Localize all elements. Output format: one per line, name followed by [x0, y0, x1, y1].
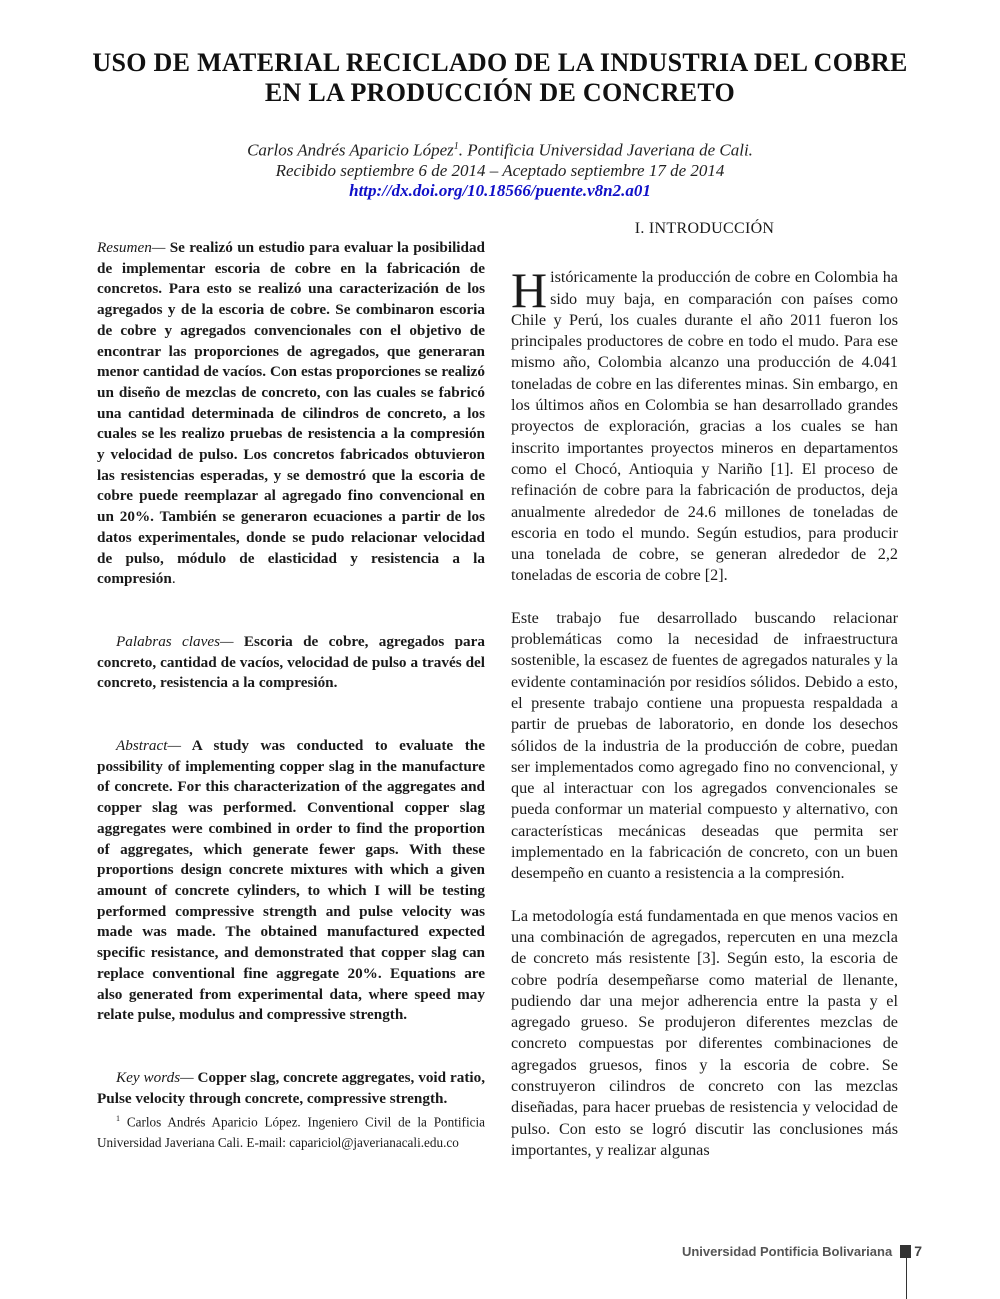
abstract-english-text: A study was conducted to evaluate the possibility of implementing copper slag in the manufacture of concrete. For this characterization of the aggregates and copper slag was performed. Conventional copper slag aggregates were combined in order to find the proportion of aggregates, which generate fewer gaps. With these proportions design concrete mixtures with which a given amount of concrete cylinders, to which I will be testing performed compressive strength and pulse velocity was made was made. The obtained manufactured expected specific resistance, and demonstrated that copper slag can replace conventional fine aggregate 20%. Equations are also generated from experimental data, where speed may relate pulse, modulus and compressive strength. [97, 737, 485, 1024]
drop-cap: H [511, 262, 548, 319]
title-line-2: EN LA PRODUCCIÓN DE CONCRETO [264, 78, 736, 107]
abstract-english [97, 736, 485, 1026]
section-heading: I. INTRODUCCIÓN [634, 220, 775, 237]
journal-name: Universidad Pontificia Bolivariana [681, 1243, 893, 1259]
keywords-english-label: Key words— [116, 1068, 194, 1086]
abstract-spanish-label: Resumen— [97, 239, 166, 256]
title-line-1: USO DE MATERIAL RECICLADO DE LA INDUSTRIA DEL COBRE [92, 48, 908, 77]
abstract-english-label: Abstract— [116, 737, 181, 755]
right-column [511, 218, 898, 1161]
author-name: Carlos Andrés Aparicio López [247, 140, 454, 160]
footnote-mark: 1 [116, 1114, 120, 1124]
author-footnote [97, 1109, 485, 1152]
footnote-text: Carlos Andrés Aparicio López. Ingeniero Civil de la Pontificia Universidad Javeriana Cali. E-mail: capariciol@javerianacali.edu.co [97, 1114, 485, 1150]
author-block [180, 137, 820, 201]
received-dates: Recibido septiembre 6 de 2014 – Aceptado septiembre 17 de 2014 [275, 160, 725, 180]
abstract-spanish-text: Se realizó un estudio para evaluar la posibilidad de implementar escoria de cobre en la fabricación de concretos. Para esto se realizó una caracterización de los agregados y de la escoria de cobre. Se combinaron escoria de cobre y agregados convencionales con el objetivo de encontrar las proporciones de agregados, que generaran menor cantidad de vacíos. Con estas proporciones se realizó un diseño de mezclas de concreto, con las cuales se fabricó una cantidad determinada de cilindros de concreto, a los cuales se les realizo pruebas de resistencia a la compresión y velocidad de pulso. Los concretos fabricados obtuvieron las resistencias esperadas, y se demostró que la escoria de cobre puede reemplazar al agregado fino convencional en un 20%. También se generaron ecuaciones a partir de los datos experimentales, donde se pudo relacionar velocidad de pulso, módulo de elasticidad y resistencia a la compresión [97, 239, 485, 588]
paper-title [60, 48, 940, 108]
author-line [180, 137, 820, 161]
footer-rule [906, 1256, 907, 1299]
author-footnote-mark: 1 [453, 141, 459, 152]
keywords-spanish-label: Palabras claves— [116, 632, 234, 650]
keywords-spanish [97, 632, 485, 694]
intro-paragraph-3: La metodología está fundamentada en que menos vacios en una combinación de agregados, repercuten en una mezcla de concreto más resistente [3]. Según esto, la escoria de cobre podría desempeñarse como material de llenante, pudiendo dar una mejor adherencia entre la pasta y el agregado grueso. Se produjeron diferentes mezclas de concreto compuestas por diferentes combinaciones de agregados gruesos, finos y la escoria de cobre. Se construyeron cilindros de concreto con las mezclas diseñadas, para hacer pruebas de resistencia y velocidad de pulso. Con esto se logró discutir las conclusiones más importantes, y realizar algunas [511, 906, 898, 1159]
page-number: 7 [914, 1243, 922, 1259]
keywords-spanish-text: Escoria de cobre, agregados para concreto, cantidad de vacíos, velocidad de pulso a través del concreto, resistencia a la compresión. [97, 632, 485, 692]
abstract-spanish [97, 238, 485, 590]
keywords-english-text: Copper slag, concrete aggregates, void ratio, Pulse velocity through concrete, compressive strength. [97, 1068, 485, 1107]
keywords-english [97, 1068, 485, 1109]
intro-paragraph-1-text: istóricamente la producción de cobre en Colombia ha sido muy baja, en comparación con países como Chile y Perú, los cuales durante el año 2011 fueron los principales productores de cobre en todo el mudo. Para ese mismo año, Colombia alcanzo una producción de 4.041 toneladas de cobre en las diferentes minas. Sin embargo, en los últimos años en Colombia se han desarrollado grandes proyectos de exploración, gracias a los cuales se han inscrito importantes proyectos mineros en departamentos como el Chocó, Antioquia y Nariño [1]. El proceso de refinación de cobre para la fabricación de productos, deja anualmente alrededor de 24.6 millones de toneladas de escoria en todo el mundo. Según estudios, para producir una tonelada de cobre, se generan alrededor de 2,2 toneladas de escoria de cobre [2]. [511, 268, 898, 585]
intro-paragraph-2: Este trabajo fue desarrollado buscando relacionar problemáticas como la necesidad de infraestructura sostenible, la escasez de fuentes de agregados naturales y la evidente contaminación por residíos sólidos. Debido a esto, el presente trabajo contiene una propuesta respaldada a partir de pruebas de laboratorio, en donde los desechos sólidos de la industria de la producción de cobre, puedan ser implementados como agregado fino no convencional, y que al interactuar con los agregados convencionales se pueda conformar un material compuesto y alternativo, con características mecánicas deseadas que permita ser implementado en la fabricación de concreto, con un buen desempeño en cuanto a resistencia a la compresión. [511, 608, 898, 883]
left-column [97, 238, 485, 1153]
doi-link[interactable]: http://dx.doi.org/10.18566/puente.v8n2.a01 [349, 180, 651, 200]
author-affiliation: . Pontificia Universidad Javeriana de Cali. [458, 140, 753, 160]
page-footer [682, 1243, 922, 1259]
abstract-spanish-end: . [171, 570, 176, 588]
intro-paragraph-1 [511, 262, 898, 586]
